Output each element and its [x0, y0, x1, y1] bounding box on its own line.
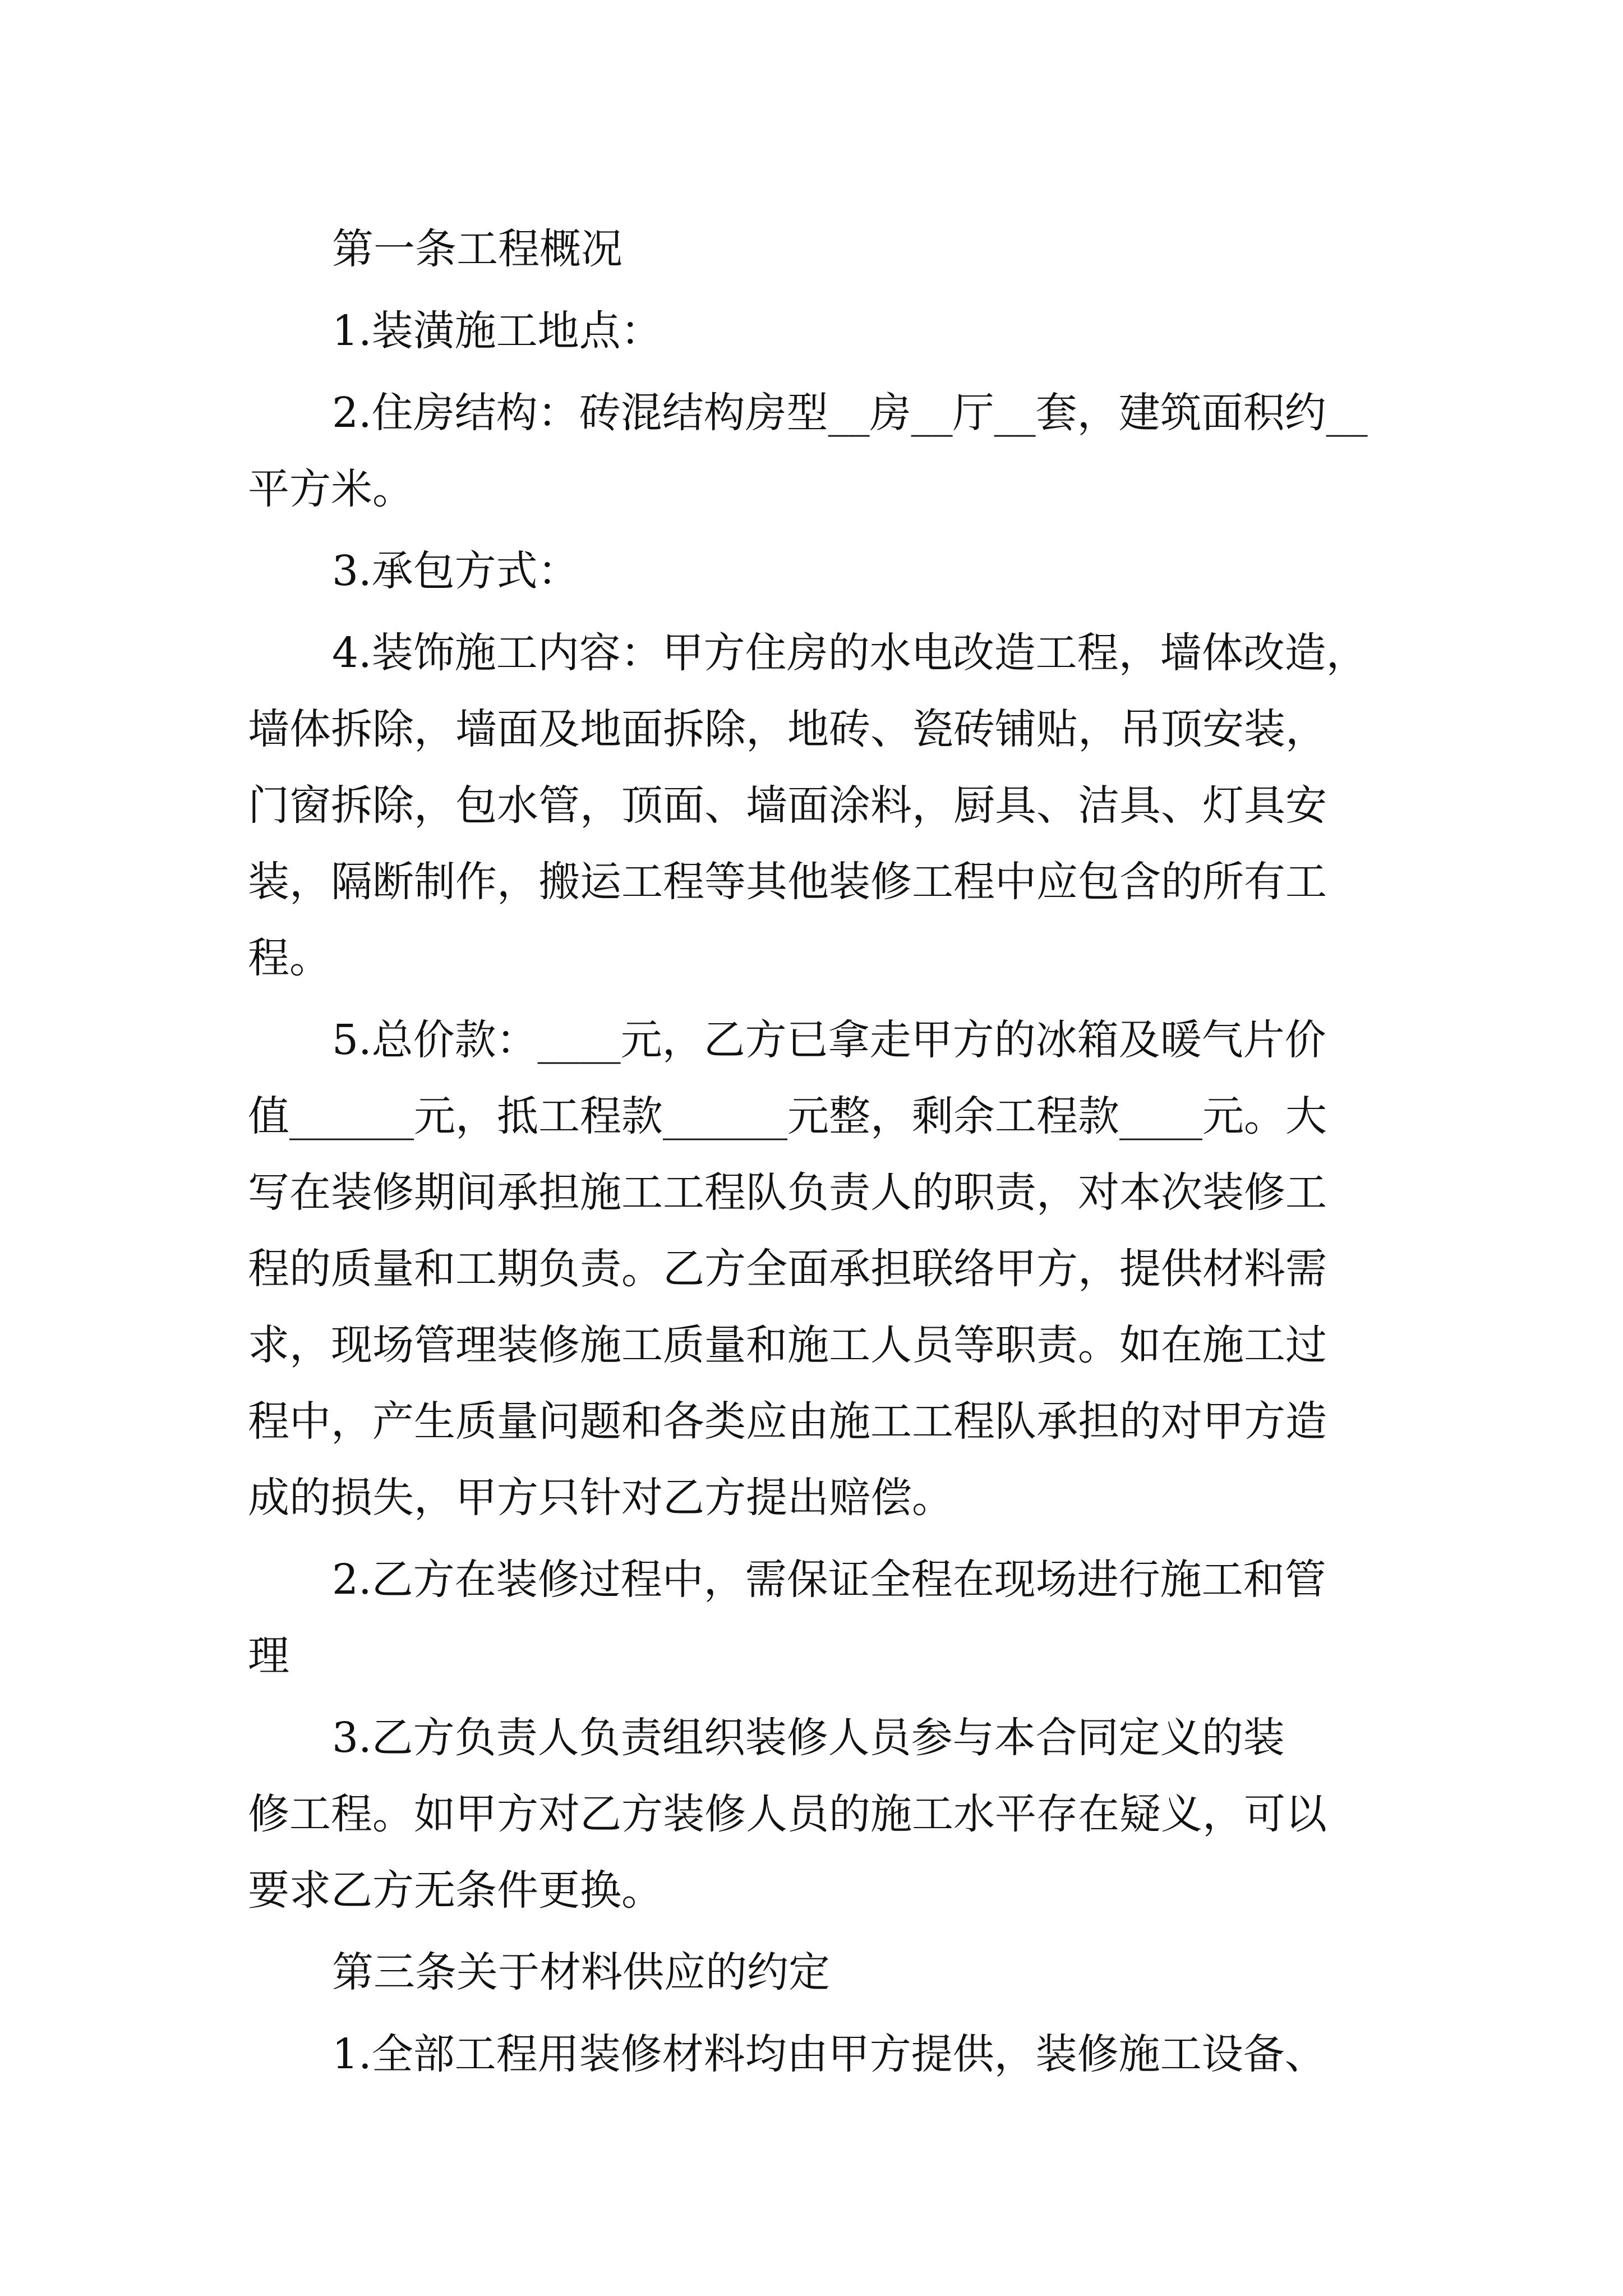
text-line: 修工程。如甲方对乙方装修人员的施工水平存在疑义，可以: [248, 1790, 1327, 1838]
text-line: 5.总价款：____元，乙方已拿走甲方的冰箱及暖气片价: [332, 1016, 1326, 1064]
paragraph-section-title-1: [248, 211, 1392, 287]
document-page: [248, 211, 1392, 2098]
text-line: 值______元，抵工程款______元整，剩余工程款____元。大: [248, 1092, 1327, 1140]
text-line: 2.乙方在装修过程中，需保证全程在现场进行施工和管: [332, 1556, 1326, 1604]
text-line: 程中，产生质量问题和各类应由施工工程队承担的对甲方造: [248, 1397, 1327, 1446]
paragraph-item-4: [248, 615, 1392, 996]
text-line: 理: [248, 1632, 289, 1680]
paragraph-section-title-3: [248, 1934, 1392, 2010]
text-line: 第一条工程概况: [332, 225, 623, 273]
text-line: 程。: [248, 934, 331, 982]
text-line: 1.装潢施工地点：: [332, 307, 662, 355]
text-line: 4.装饰施工内容：甲方住房的水电改造工程，墙体改造，: [332, 629, 1368, 677]
text-line: 3.乙方负责人负责组织装修人员参与本合同定义的装: [332, 1714, 1285, 1762]
paragraph-item-6: [248, 1542, 1392, 1694]
text-line: 写在装修期间承担施工工程队负责人的职责，对本次装修工: [248, 1168, 1327, 1217]
text-line: 求，现场管理装修施工质量和施工人员等职责。如在施工过: [248, 1321, 1327, 1369]
text-line: 成的损失，甲方只针对乙方提出赔偿。: [248, 1474, 953, 1522]
paragraph-item-2: [248, 375, 1392, 527]
text-line: 2.住房结构：砖混结构房型__房__厅__套，建筑面积约__: [332, 389, 1368, 437]
paragraph-item-7: [248, 1700, 1392, 1929]
text-line: 墙体拆除，墙面及地面拆除，地砖、瓷砖铺贴，吊顶安装，: [248, 705, 1327, 753]
text-line: 3.承包方式：: [332, 547, 579, 595]
text-line: 平方米。: [248, 465, 414, 513]
text-line: 第三条关于材料供应的约定: [332, 1948, 830, 1996]
paragraph-item-3: [248, 533, 1392, 609]
paragraph-item-5: [248, 1002, 1392, 1536]
text-line: 1.全部工程用装修材料均由甲方提供，装修施工设备、: [332, 2030, 1326, 2078]
paragraph-item-1: [248, 293, 1392, 369]
text-line: 门窗拆除，包水管，顶面、墙面涂料，厨具、洁具、灯具安: [248, 781, 1327, 830]
text-line: 装，隔断制作，搬运工程等其他装修工程中应包含的所有工: [248, 858, 1327, 906]
paragraph-item-8: [248, 2016, 1392, 2092]
text-line: 程的质量和工期负责。乙方全面承担联络甲方，提供材料需: [248, 1245, 1327, 1293]
text-line: 要求乙方无条件更换。: [248, 1866, 663, 1915]
